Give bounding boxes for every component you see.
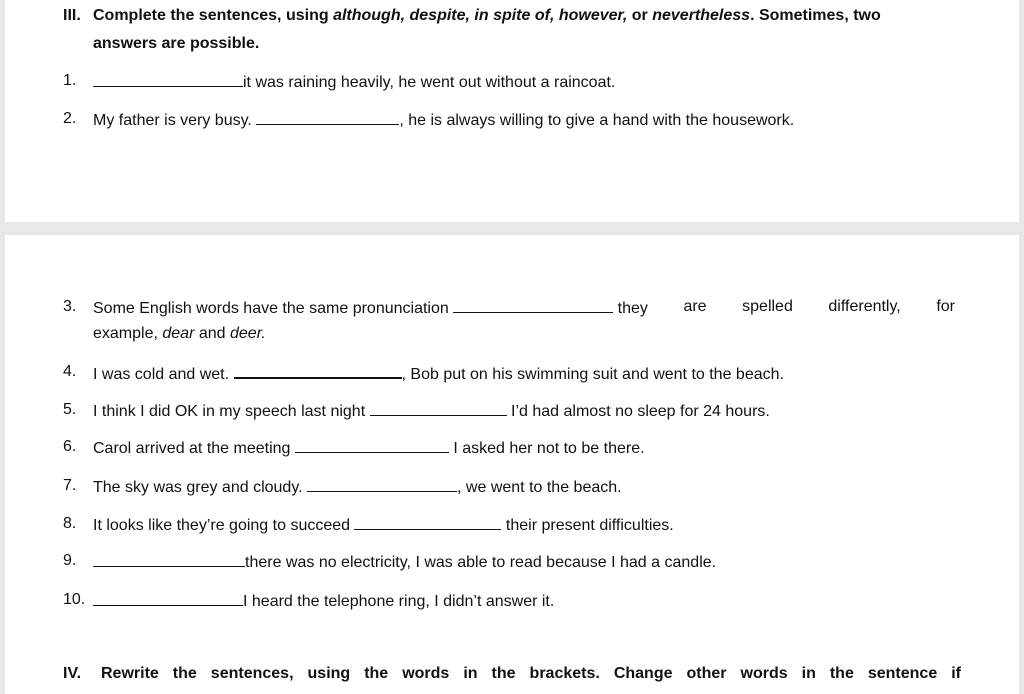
section-3-numeral: III. bbox=[63, 7, 81, 24]
instruction-text-b: or bbox=[627, 7, 653, 24]
answer-blank[interactable] bbox=[453, 297, 613, 313]
item-text-after: , we went to the beach. bbox=[457, 479, 622, 496]
item-number: 3. bbox=[63, 298, 77, 315]
item-text-before: The sky was grey and cloudy. bbox=[93, 479, 308, 496]
instruction-words-2: nevertheless bbox=[652, 7, 751, 24]
item-text-before: My father is very busy. bbox=[93, 112, 257, 129]
instruction-words-1: although, despite, in spite of, however, bbox=[333, 7, 628, 24]
answer-blank[interactable] bbox=[93, 590, 243, 606]
section-4-instruction: Rewrite the sentences, using the words in the brackets. Change other words in the sentence if bbox=[101, 665, 961, 682]
item-number: 10. bbox=[63, 591, 86, 608]
section-4-numeral: IV. bbox=[63, 665, 82, 682]
item-text-before: I think I did OK in my speech last night bbox=[93, 403, 370, 420]
item-text-after: there was no electricity, I was able to read because I had a candle. bbox=[245, 554, 717, 571]
item-number: 7. bbox=[63, 477, 77, 494]
item-text-after: I heard the telephone ring, I didn’t answer it. bbox=[243, 593, 555, 610]
item-number: 6. bbox=[63, 438, 77, 455]
item-text-after: I asked her not to be there. bbox=[448, 440, 645, 457]
example-word-1: dear bbox=[162, 325, 195, 342]
page-upper: III. Complete the sentences, using although, despite, in spite of, however, or nevertheless. Sometimes, two answers are possible. 1. it was raining heavily, he went out without a raincoat. 2. My father is very busy. , he is always willing to give a hand with the housework. bbox=[5, 0, 1019, 222]
answer-blank[interactable] bbox=[234, 362, 402, 379]
answer-blank[interactable] bbox=[256, 109, 399, 125]
answer-blank[interactable] bbox=[295, 437, 449, 453]
item-text-after: I’d had almost no sleep for 24 hours. bbox=[506, 403, 770, 420]
example-word-2: deer. bbox=[230, 325, 266, 342]
item-text-before: Some English words have the same pronunciation bbox=[93, 300, 454, 317]
instruction-text-a: Complete the sentences, using bbox=[93, 7, 334, 24]
item-text-after: , Bob put on his swimming suit and went to the beach. bbox=[401, 366, 784, 383]
instruction-text-c: . Sometimes, two bbox=[750, 7, 881, 24]
item-text-before: It looks like they’re going to succeed bbox=[93, 517, 355, 534]
answer-blank[interactable] bbox=[307, 476, 457, 492]
item-text-after: they bbox=[613, 300, 648, 317]
item-number: 8. bbox=[63, 515, 77, 532]
answer-blank[interactable] bbox=[370, 400, 507, 416]
answer-blank[interactable] bbox=[93, 551, 245, 567]
item-number: 2. bbox=[63, 110, 77, 127]
page-lower: 3. Some English words have the same pronunciation they are spelled differently, for example, dear and deer. 4. I was cold and wet. , Bob put on his swimming suit and went to the beach. 5. I think I did OK in my speech last night I’d had almost no sleep for 24 hours. 6. Carol arrived at the meeting I asked her not to be there. 7. The sky was grey and cloudy. , we went to the beach. 8. It looks like they’re going to succeed their present difficulties. 9. there was no electricity, I was able to read because I had a candle. 10. I heard the telephone ring, I didn’t answer it. IV. Rewrite the sentences, using the words in the brackets. Change other words in the sentence if bbox=[5, 235, 1019, 694]
item-text-before: Carol arrived at the meeting bbox=[93, 440, 295, 457]
item-text-before: I was cold and wet. bbox=[93, 366, 234, 383]
item-text-after: , he is always willing to give a hand with the housework. bbox=[399, 112, 795, 129]
item-number: 1. bbox=[63, 72, 77, 89]
item-number: 5. bbox=[63, 401, 77, 418]
item-number: 9. bbox=[63, 552, 77, 569]
answer-blank[interactable] bbox=[354, 514, 501, 530]
answer-blank[interactable] bbox=[93, 71, 243, 87]
item-number: 4. bbox=[63, 363, 77, 380]
item-text-after: it was raining heavily, he went out without a raincoat. bbox=[243, 74, 616, 91]
item-text-after: their present difficulties. bbox=[501, 517, 674, 534]
